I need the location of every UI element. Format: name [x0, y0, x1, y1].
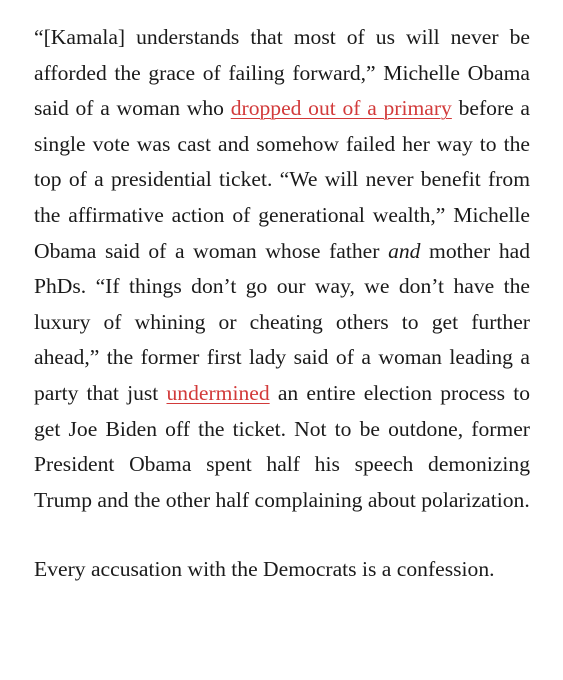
- closing-paragraph: Every accusation with the Democrats is a confession.: [34, 557, 495, 582]
- paragraph-text: “[Kamala] understands that most of us will never be afforded the grace of failing forward,” Michelle Obama said of a woman who: [34, 25, 530, 121]
- paragraph-text: an entire election process to get Joe Biden off the ticket. Not to be outdone, former President Obama spent half his speech demonizing Trump and the other half complaining about polarization.: [34, 380, 530, 512]
- article-body: [34, 20, 530, 588]
- paragraph-text: mother had PhDs. “If things don’t go our way, we don’t have the luxury of whining or cheating others to get further ahead,” the former first lady said of a woman leading a party that just: [34, 238, 531, 405]
- paragraph-text: before a single vote was cast and somehow failed her way to the top of a presidential ticket. “We will never benefit from the affirmative action of generational wealth,” Michelle Obama said of a woman whose father: [34, 96, 531, 263]
- emphasized-text: and: [388, 238, 421, 263]
- paragraph: [34, 20, 530, 518]
- undermined-link[interactable]: undermined: [166, 380, 270, 405]
- dropped-out-of-primary-link[interactable]: dropped out of a primary: [230, 96, 452, 121]
